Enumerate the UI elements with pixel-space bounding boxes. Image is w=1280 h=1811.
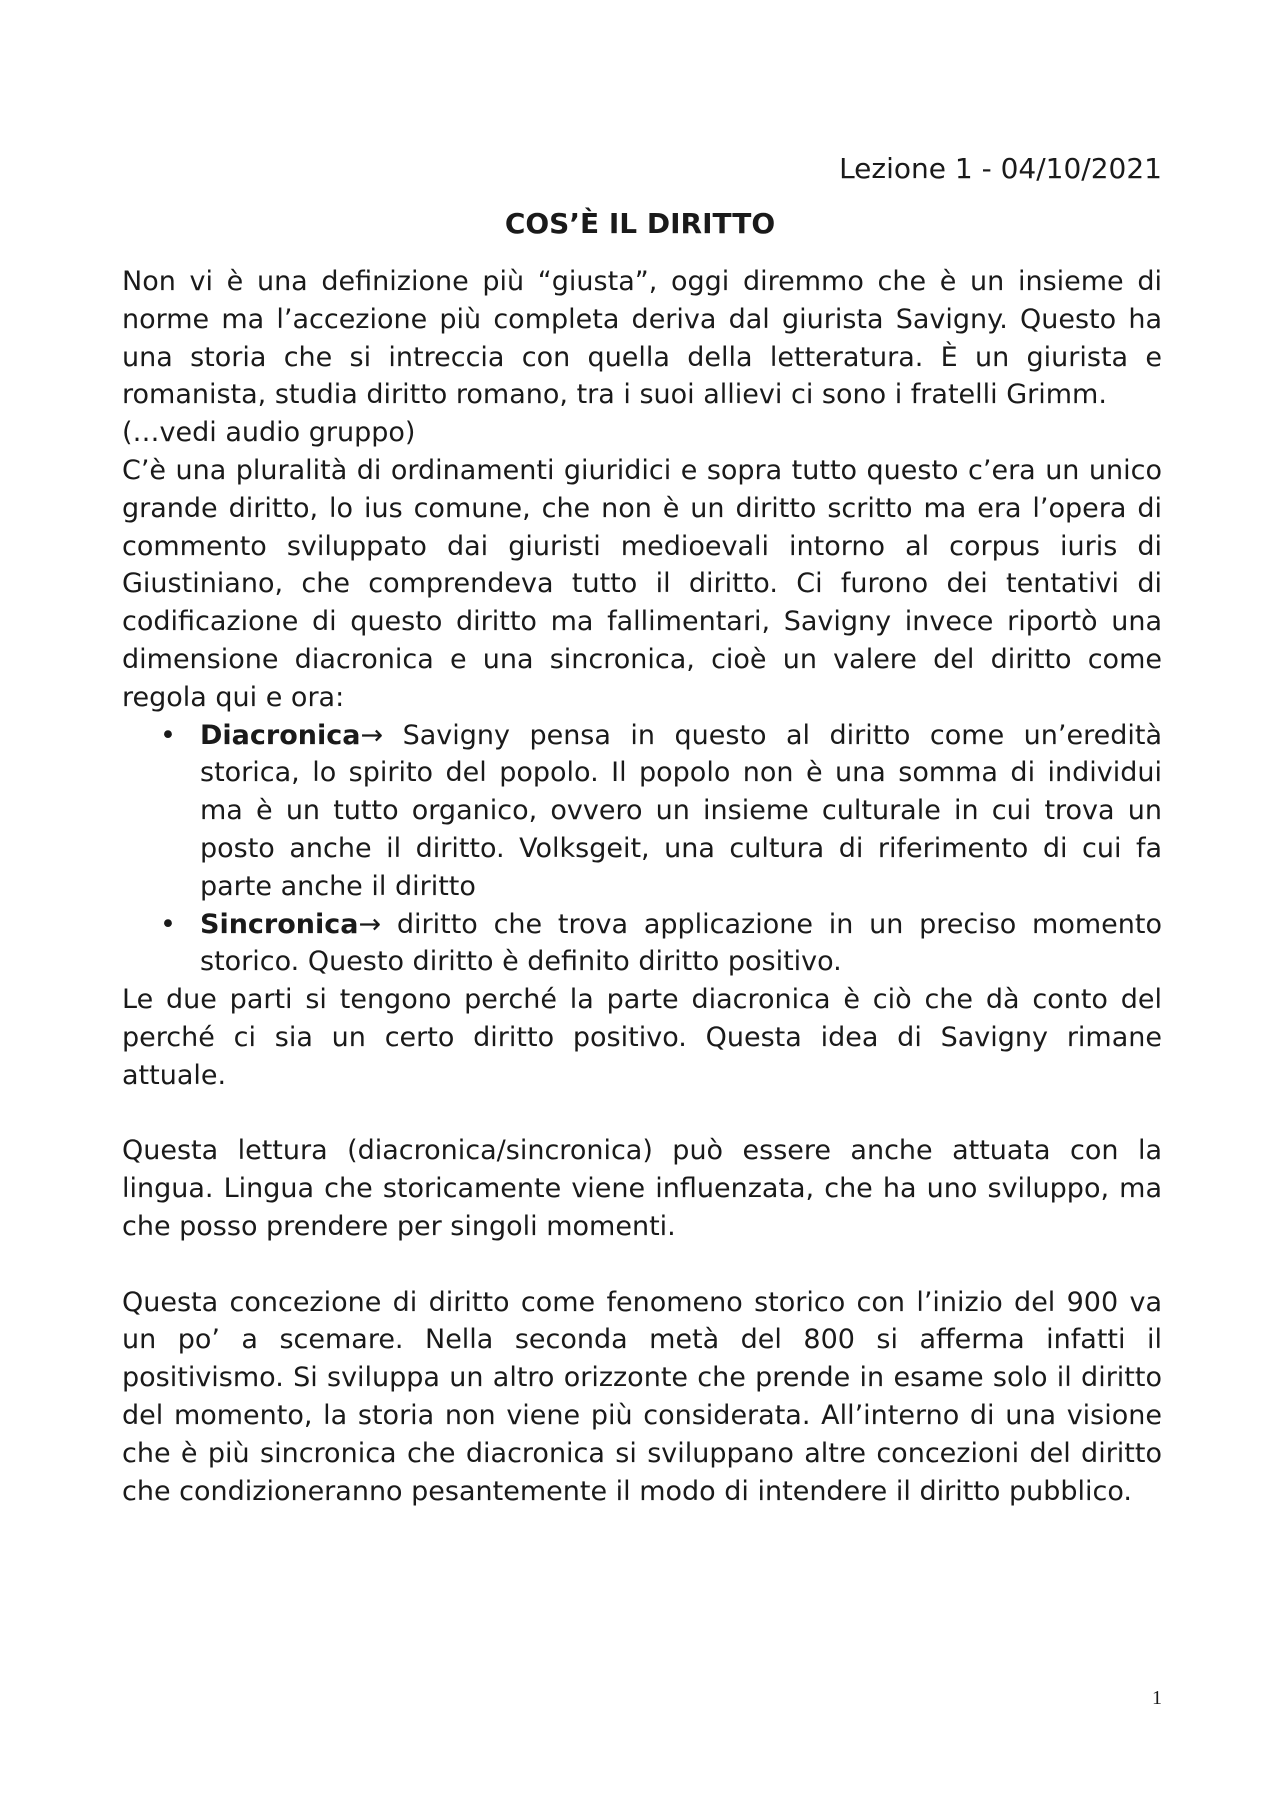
paragraph-two-parts: Le due parti si tengono perché la parte diacronica è ciò che dà conto del perché ci sia un certo diritto positivo. Questa idea di Savigny rimane attuale. <box>122 984 1162 1091</box>
paragraph-spacer <box>122 1246 1162 1284</box>
page-title: COS’È IL DIRITTO <box>504 207 776 240</box>
list-item-diacronica <box>122 717 1162 906</box>
bullet-icon: • <box>160 719 176 751</box>
arrow-right-icon: → <box>358 908 382 940</box>
arrow-right-icon: → <box>360 719 384 751</box>
paragraph-intro: Non vi è una definizione più “giusta”, oggi diremmo che è un insieme di norme ma l’accezione più completa deriva dal giurista Savigny. Questo ha una storia che si intreccia con quella della letteratura. È un giurista e romanista, studia diritto romano, tra i suoi allievi ci sono i fratelli Grimm. <box>122 266 1162 411</box>
document-body <box>122 263 1162 1510</box>
page-number: 1 <box>1152 1687 1162 1709</box>
term-sincronica: Sincronica <box>200 908 359 940</box>
paragraph-ius-comune: C’è una pluralità di ordinamenti giuridici e sopra tutto questo c’era un unico grande diritto, lo ius comune, che non è un diritto scritto ma era l’opera di commento sviluppato dai giuristi medioevali intorno al corpus iuris di Giustiniano, che comprendeva tutto il diritto. Ci furono dei tentativi di codificazione di questo diritto ma fallimentari, Savigny invece riportò una dimensione diacronica e una sincronica, cioè un valere del diritto come regola qui e ora: <box>122 454 1162 713</box>
bullet-list <box>122 717 1162 982</box>
list-item-text: Savigny pensa in questo al diritto come un’eredità storica, lo spirito del popolo. Il popolo non è una somma di individui ma è un tutto organico, ovvero un insieme culturale in cui trova un posto anche il diritto. Volksgeit, una cultura di riferimento di cui fa parte anche il diritto <box>200 719 1162 902</box>
list-item-sincronica <box>122 906 1162 982</box>
paragraph-lingua: Questa lettura (diacronica/sincronica) può essere anche attuata con la lingua. Lingua che storicamente viene influenzata, che ha uno sviluppo, ma che posso prendere per singoli momenti. <box>122 1135 1162 1242</box>
paragraph-positivismo: Questa concezione di diritto come fenomeno storico con l’inizio del 900 va un po’ a scemare. Nella seconda metà del 800 si afferma infatti il positivismo. Si sviluppa un altro orizzonte che prende in esame solo il diritto del momento, la storia non viene più considerata. All’interno di una visione che è più sincronica che diacronica si sviluppano altre concezioni del diritto che condizioneranno pesantemente il modo di intendere il diritto pubblico. <box>122 1286 1162 1507</box>
list-item-text: diritto che trova applicazione in un preciso momento storico. Questo diritto è definito diritto positivo. <box>200 908 1162 978</box>
paragraph-spacer <box>122 1095 1162 1133</box>
bullet-icon: • <box>160 908 176 940</box>
paragraph-audio-note: (…vedi audio gruppo) <box>122 417 416 449</box>
term-diacronica: Diacronica <box>200 719 361 751</box>
lesson-date: Lezione 1 - 04/10/2021 <box>839 152 1162 185</box>
